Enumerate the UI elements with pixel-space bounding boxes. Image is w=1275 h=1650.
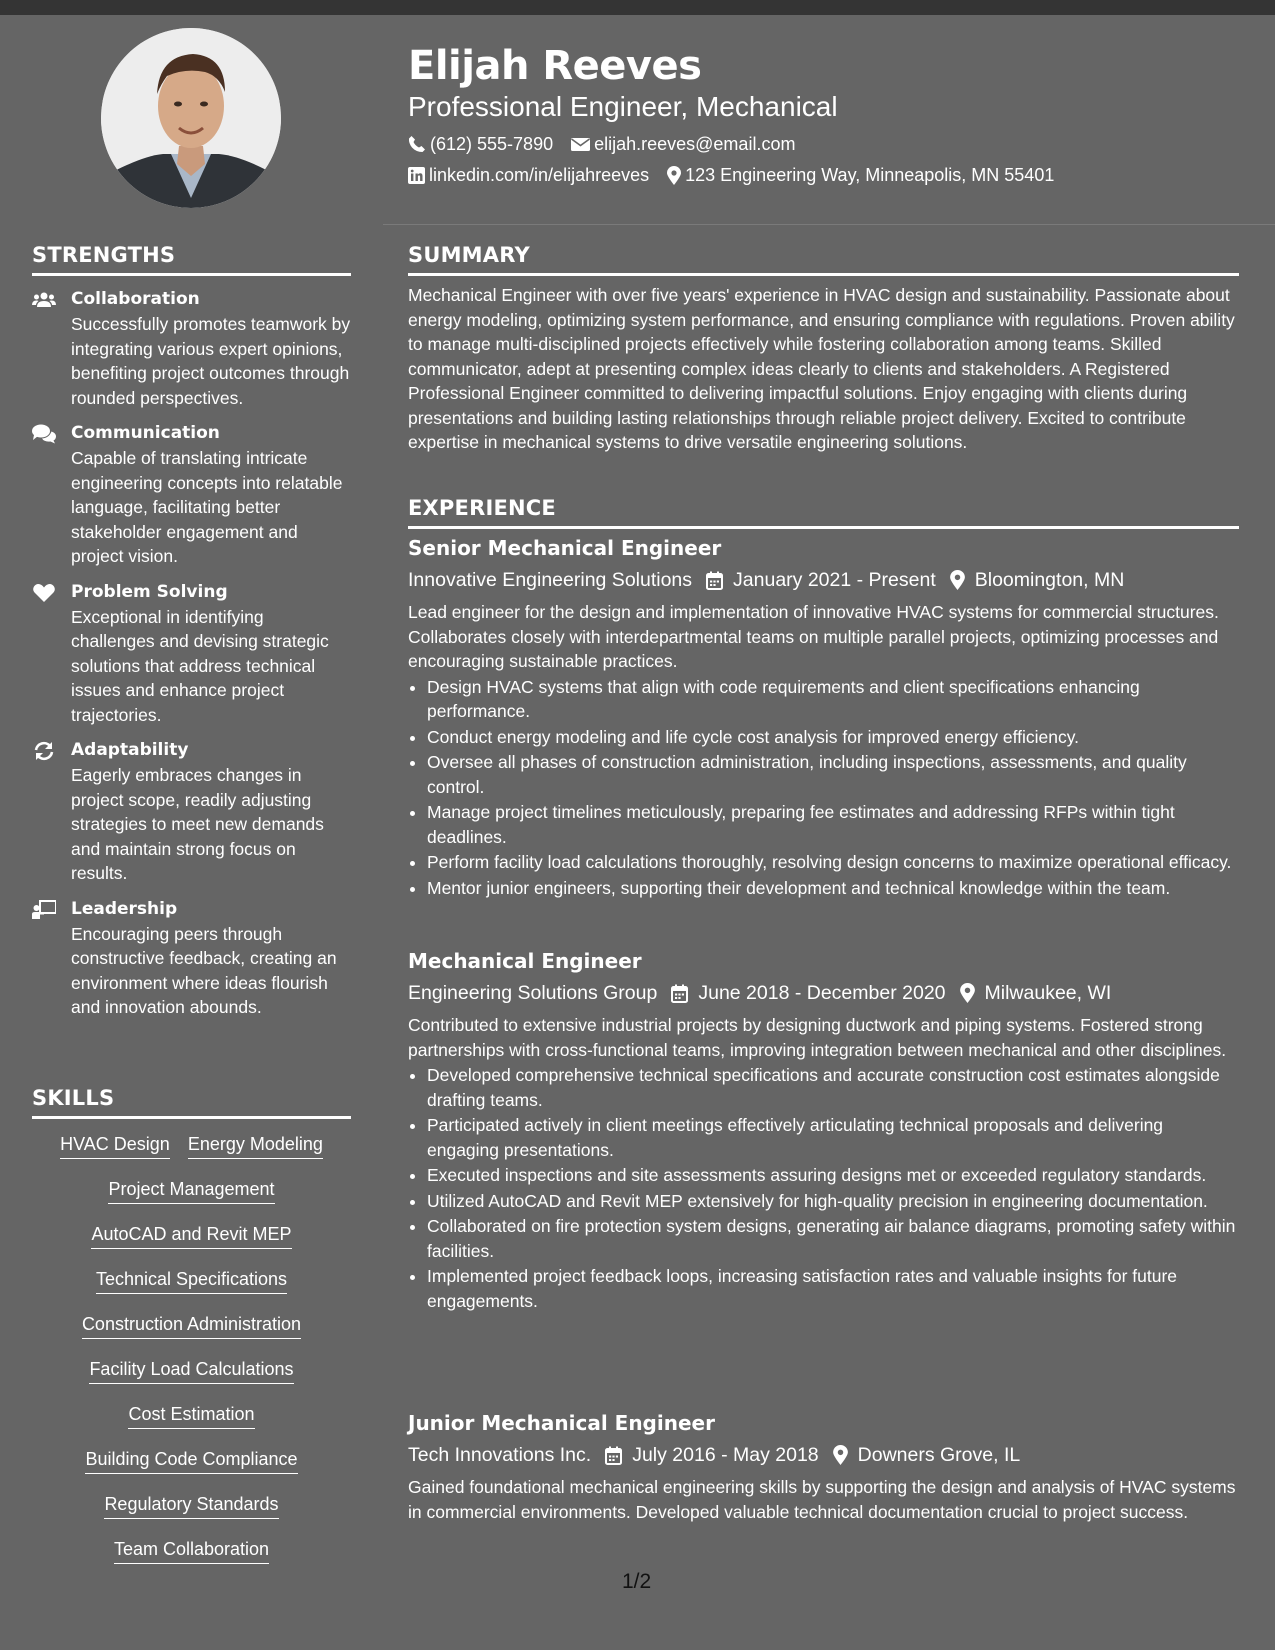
linkedin-text[interactable]: linkedin.com/in/elijahreeves bbox=[429, 165, 650, 185]
company-name: Tech Innovations Inc. bbox=[408, 1444, 592, 1466]
email-contact[interactable] bbox=[571, 133, 795, 155]
calendar-icon bbox=[605, 1446, 622, 1465]
summary-text: Mechanical Engineer with over five years' experience in HVAC design and sustainability. Passionate about energy modeling, optimizing system performance, and ensuring compliance with regulations. Proven ability to manage multi-disciplined projects effectively while fostering collaboration among teams. Skilled communicator, adept at presenting complex ideas clearly to clients and stakeholders. A Registered Professional Engineer committed to delivering impactful solutions. Enjoy engaging with clients during presentations and building lasting relationships through reliable project delivery. Excited to contribute expertise in mechanical systems to drive versatile engineering solutions. bbox=[408, 285, 1235, 452]
address-contact bbox=[667, 164, 1054, 186]
skills-heading: SKILLS bbox=[32, 1085, 351, 1119]
strength-item bbox=[32, 288, 351, 410]
top-bar bbox=[0, 0, 1275, 15]
job-bullet: • Implemented project feedback loops, increasing satisfaction rates and valuable insights for future engagements. bbox=[427, 1264, 1239, 1313]
contact-line bbox=[408, 133, 1240, 155]
skill-row bbox=[32, 1358, 351, 1403]
strength-title: Communication bbox=[71, 423, 220, 443]
header-divider bbox=[383, 224, 1275, 225]
job-bullet: • Collaborated on fire protection system designs, generating air balance diagrams, promoting safety within facilities. bbox=[427, 1214, 1239, 1263]
linkedin-contact[interactable] bbox=[408, 164, 649, 186]
strength-title: Collaboration bbox=[71, 289, 200, 309]
candidate-title: Professional Engineer, Mechanical bbox=[408, 91, 838, 122]
skill-tag: Cost Estimation bbox=[128, 1403, 254, 1429]
calendar-icon bbox=[671, 984, 688, 1003]
job-description: Contributed to extensive industrial projects by designing ductwork and piping systems. Fostered strong partnerships with cross-functional teams, improving integration between mechanical and other disciplines. bbox=[408, 1015, 1227, 1060]
map-pin-icon bbox=[667, 166, 681, 185]
presenter-icon bbox=[32, 900, 56, 920]
strength-desc: Encouraging peers through constructive feedback, creating an environment where ideas flourish and innovation abounds. bbox=[71, 923, 337, 1017]
map-pin-icon bbox=[833, 1445, 848, 1465]
experience-section bbox=[408, 495, 1239, 529]
phone-contact bbox=[408, 133, 553, 155]
job-bullets bbox=[408, 675, 1239, 901]
company-name: Innovative Engineering Solutions bbox=[408, 569, 693, 591]
strength-desc: Exceptional in identifying challenges and devising strategic solutions that address technical issues and enhance project trajectories. bbox=[71, 606, 329, 725]
strengths-heading: STRENGTHS bbox=[32, 242, 351, 276]
email-text[interactable]: elijah.reeves@email.com bbox=[594, 134, 796, 154]
sync-icon bbox=[32, 741, 56, 761]
job-bullet: • Utilized AutoCAD and Revit MEP extensively for high-quality precision in engineering documentation. bbox=[427, 1189, 1239, 1214]
map-pin-icon bbox=[960, 983, 975, 1003]
envelope-icon bbox=[571, 137, 590, 152]
skill-row bbox=[32, 1223, 351, 1268]
heart-icon bbox=[32, 583, 56, 603]
job-description: Lead engineer for the design and implementation of innovative HVAC systems for commercial structures. Collaborates closely with interdepartmental teams on multiple parallel projects, optimizing processes and encouraging sustainable practices. bbox=[408, 602, 1219, 671]
linkedin-icon bbox=[408, 167, 425, 184]
skill-tag: Project Management bbox=[108, 1178, 274, 1204]
strength-desc: Eagerly embraces changes in project scope, readily adjusting strategies to meet new demands and maintain strong focus on results. bbox=[71, 765, 324, 883]
comments-icon bbox=[32, 424, 56, 444]
skill-tag: Construction Administration bbox=[82, 1313, 301, 1339]
skills-section bbox=[32, 1085, 351, 1583]
experience-heading: EXPERIENCE bbox=[408, 495, 1239, 529]
skill-tag: Building Code Compliance bbox=[85, 1448, 297, 1474]
header bbox=[408, 15, 1240, 186]
profile-photo bbox=[101, 28, 281, 208]
users-icon bbox=[32, 290, 56, 310]
job-bullet: • Executed inspections and site assessments assuring designs met or exceeded regulatory standards. bbox=[427, 1163, 1239, 1188]
job-bullet: • Perform facility load calculations thoroughly, resolving design concerns to maximize operational efficacy. bbox=[427, 850, 1239, 875]
strength-item bbox=[32, 898, 351, 1020]
job-entry bbox=[408, 1410, 1239, 1524]
address-text: 123 Engineering Way, Minneapolis, MN 55401 bbox=[685, 165, 1055, 185]
summary-section bbox=[408, 242, 1239, 455]
job-bullet: • Design HVAC systems that align with code requirements and client specifications enhancing performance. bbox=[427, 675, 1239, 724]
calendar-icon bbox=[706, 571, 723, 590]
job-bullet: • Mentor junior engineers, supporting their development and technical knowledge within the team. bbox=[427, 876, 1239, 901]
job-bullet: • Manage project timelines meticulously, preparing fee estimates and addressing RFPs within tight deadlines. bbox=[427, 800, 1239, 849]
contact-line-2 bbox=[408, 164, 1240, 186]
job-dates: June 2018 - December 2020 bbox=[698, 982, 946, 1004]
job-description: Gained foundational mechanical engineering skills by supporting the design and analysis of HVAC systems in commercial environments. Developed valuable technical documentation crucial to project success. bbox=[408, 1477, 1236, 1522]
skills-list bbox=[32, 1133, 351, 1583]
job-entry bbox=[408, 948, 1239, 1313]
page-number: 1/2 bbox=[622, 1570, 652, 1593]
job-title: Mechanical Engineer bbox=[408, 949, 642, 973]
skill-row bbox=[32, 1403, 351, 1448]
skill-tag: Facility Load Calculations bbox=[89, 1358, 293, 1384]
job-location: Bloomington, MN bbox=[974, 569, 1125, 591]
job-location: Milwaukee, WI bbox=[984, 982, 1112, 1004]
job-title: Junior Mechanical Engineer bbox=[408, 1411, 715, 1435]
candidate-name: Elijah Reeves bbox=[408, 43, 702, 89]
strength-desc: Successfully promotes teamwork by integrating various expert opinions, benefiting project outcomes through rounded perspectives. bbox=[71, 314, 351, 408]
job-dates: July 2016 - May 2018 bbox=[632, 1444, 819, 1466]
job-bullet: • Developed comprehensive technical specifications and accurate construction cost estimates alongside drafting teams. bbox=[427, 1063, 1239, 1112]
strengths-section bbox=[32, 242, 351, 1020]
strength-title: Adaptability bbox=[71, 740, 189, 760]
job-title: Senior Mechanical Engineer bbox=[408, 536, 722, 560]
job-bullet: • Oversee all phases of construction administration, including inspections, assessments, and quality control. bbox=[427, 750, 1239, 799]
skill-tag: Energy Modeling bbox=[188, 1133, 323, 1159]
phone-icon bbox=[408, 135, 426, 153]
skill-tag: Team Collaboration bbox=[114, 1538, 269, 1564]
skill-tag: AutoCAD and Revit MEP bbox=[91, 1223, 291, 1249]
skill-row bbox=[32, 1133, 351, 1178]
job-location: Downers Grove, IL bbox=[857, 1444, 1021, 1466]
job-entry bbox=[408, 535, 1239, 900]
strength-title: Problem Solving bbox=[71, 581, 228, 602]
skill-row bbox=[32, 1313, 351, 1358]
phone-text: (612) 555-7890 bbox=[430, 134, 554, 154]
skill-row bbox=[32, 1268, 351, 1313]
skill-tag: Regulatory Standards bbox=[104, 1493, 278, 1519]
summary-heading: SUMMARY bbox=[408, 242, 1239, 276]
skill-row bbox=[32, 1538, 351, 1583]
job-bullet: • Participated actively in client meetings effectively articulating technical proposals and delivering engaging presentations. bbox=[427, 1113, 1239, 1162]
strength-item bbox=[32, 422, 351, 569]
company-name: Engineering Solutions Group bbox=[408, 982, 658, 1004]
strength-title: Leadership bbox=[71, 898, 178, 919]
job-meta bbox=[408, 1442, 1239, 1468]
skill-row bbox=[32, 1493, 351, 1538]
skill-tag: HVAC Design bbox=[60, 1133, 170, 1159]
job-bullets bbox=[408, 1063, 1239, 1313]
strength-item bbox=[32, 581, 351, 728]
strength-item bbox=[32, 739, 351, 886]
job-dates: January 2021 - Present bbox=[733, 569, 936, 591]
strength-desc: Capable of translating intricate engineering concepts into relatable language, facilitating better stakeholder engagement and project vision. bbox=[71, 448, 343, 566]
job-meta bbox=[408, 567, 1239, 593]
map-pin-icon bbox=[950, 570, 965, 590]
job-bullet: • Conduct energy modeling and life cycle cost analysis for improved energy efficiency. bbox=[427, 725, 1239, 750]
job-meta bbox=[408, 980, 1239, 1006]
skill-row bbox=[32, 1178, 351, 1223]
skill-tag: Technical Specifications bbox=[96, 1268, 287, 1294]
skill-row bbox=[32, 1448, 351, 1493]
